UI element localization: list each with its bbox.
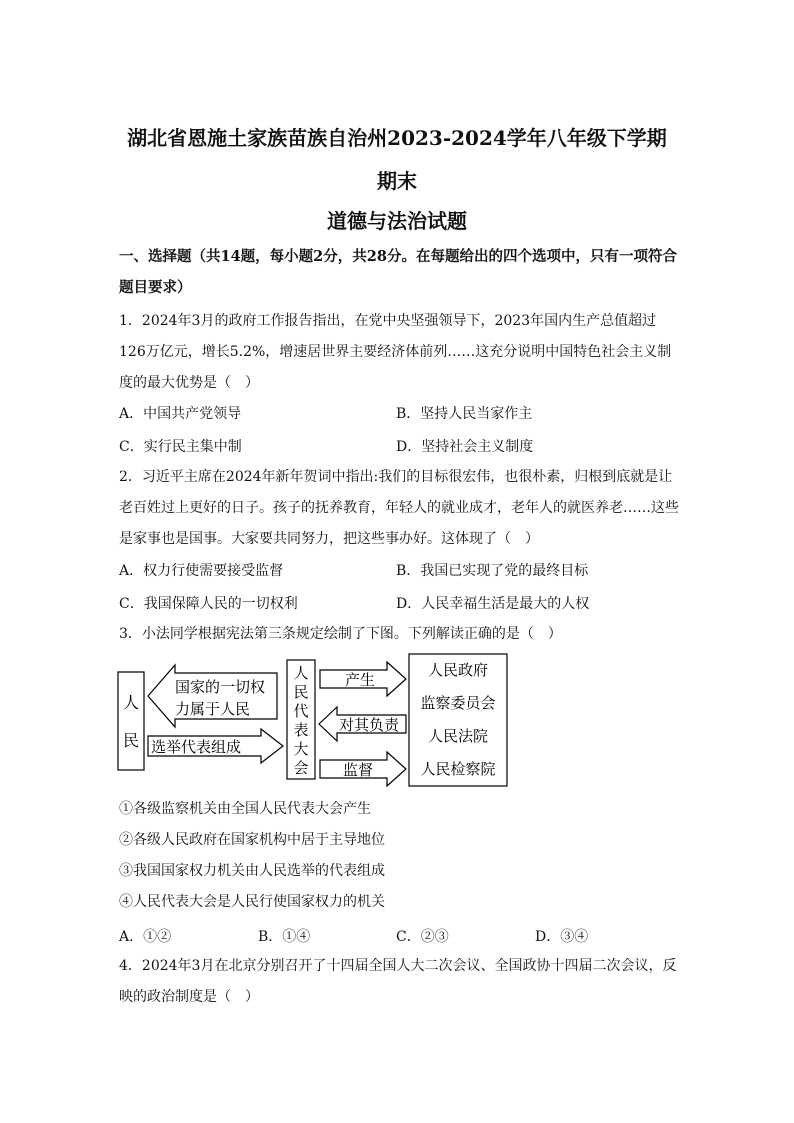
state-organ-label: 人民检察院 xyxy=(420,760,496,778)
question-4-stem: 4．2024年3月在北京分别召开了十四届全国人大二次会议、全国政协十四届二次会议，反映的政治制度是（ ） xyxy=(119,958,677,1005)
question-3-option-b[interactable]: B．①④ xyxy=(258,929,311,945)
question-2-stem: 2．习近平主席在2024年新年贺词中指出:我们的目标很宏伟，也很朴素，归根到底就是让老百姓过上更好的日子。孩子的抚养教育，年轻人的就业成才，老年人的就医养老……这些是家事也是国事。大家要共同努力，把这些事办好。这体现了（ ） xyxy=(119,469,679,547)
state-organ-label: 监察委员会 xyxy=(420,694,496,712)
section-heading: 一、选择题（共14题，每小题2分，共28分。在每题给出的四个选项中，只有一项符合题目要求） xyxy=(119,248,677,296)
responsible-label: 对其负责 xyxy=(339,716,400,734)
people-box xyxy=(118,672,144,770)
congress-box-char: 人 xyxy=(293,664,309,682)
question-1-stem: 1．2024年3月的政府工作报告指出，在党中央坚强领导下，2023年国内生产总值超过126万亿元，增长5.2%，增速居世界主要经济体前列……这充分说明中国特色社会主义制度的最大优势是（ ） xyxy=(119,313,672,391)
constitution-diagram xyxy=(115,650,515,790)
page-title: 湖北省恩施土家族苗族自治州2023-2024学年八年级下学期 xyxy=(127,126,667,150)
power-belongs-label: 国家的一切权 xyxy=(175,678,266,696)
page-title-continued: 期末 xyxy=(377,169,417,193)
congress-box-char: 会 xyxy=(293,759,309,777)
question-1-option-d[interactable]: D．坚持社会主义制度 xyxy=(396,439,534,455)
question-3-statement-1: ①各级监察机关由全国人民代表大会产生 xyxy=(119,801,371,817)
congress-box-char: 表 xyxy=(293,721,309,739)
state-organ-label: 人民政府 xyxy=(427,661,489,679)
elect-label: 选举代表组成 xyxy=(151,738,242,756)
question-3-statement-3: ③我国国家权力机关由人民选举的代表组成 xyxy=(119,863,385,879)
congress-box-char: 大 xyxy=(293,740,309,758)
produce-label: 产生 xyxy=(345,671,376,689)
question-2-option-b[interactable]: B．我国已实现了党的最终目标 xyxy=(396,563,589,579)
question-3-option-c[interactable]: C．②③ xyxy=(396,929,449,945)
congress-box-char: 代 xyxy=(293,702,309,720)
people-box-char: 民 xyxy=(122,731,140,750)
question-3-option-d[interactable]: D．③④ xyxy=(535,929,589,945)
question-3-statement-2: ②各级人民政府在国家机构中居于主导地位 xyxy=(119,832,385,848)
question-1-option-c[interactable]: C．实行民主集中制 xyxy=(119,439,242,455)
question-3-option-a[interactable]: A．①② xyxy=(119,929,172,945)
question-2-option-c[interactable]: C．我国保障人民的一切权利 xyxy=(119,596,298,612)
question-2-option-d[interactable]: D．人民幸福生活是最大的人权 xyxy=(396,596,590,612)
people-box-char: 人 xyxy=(122,693,140,712)
question-2-option-a[interactable]: A．权力行使需要接受监督 xyxy=(119,563,284,579)
question-1-option-b[interactable]: B．坚持人民当家作主 xyxy=(396,406,533,422)
question-3-statement-4: ④人民代表大会是人民行使国家权力的机关 xyxy=(119,894,385,910)
page-subtitle: 道德与法治试题 xyxy=(327,209,467,233)
power-belongs-label: 力属于人民 xyxy=(175,700,251,718)
question-3-stem: 3．小法同学根据宪法第三条规定绘制了下图。下列解读正确的是（ ） xyxy=(119,626,562,642)
congress-box-char: 民 xyxy=(293,683,309,701)
question-1-option-a[interactable]: A．中国共产党领导 xyxy=(119,406,242,422)
supervise-label: 监督 xyxy=(343,761,374,779)
state-organ-label: 人民法院 xyxy=(427,727,489,745)
